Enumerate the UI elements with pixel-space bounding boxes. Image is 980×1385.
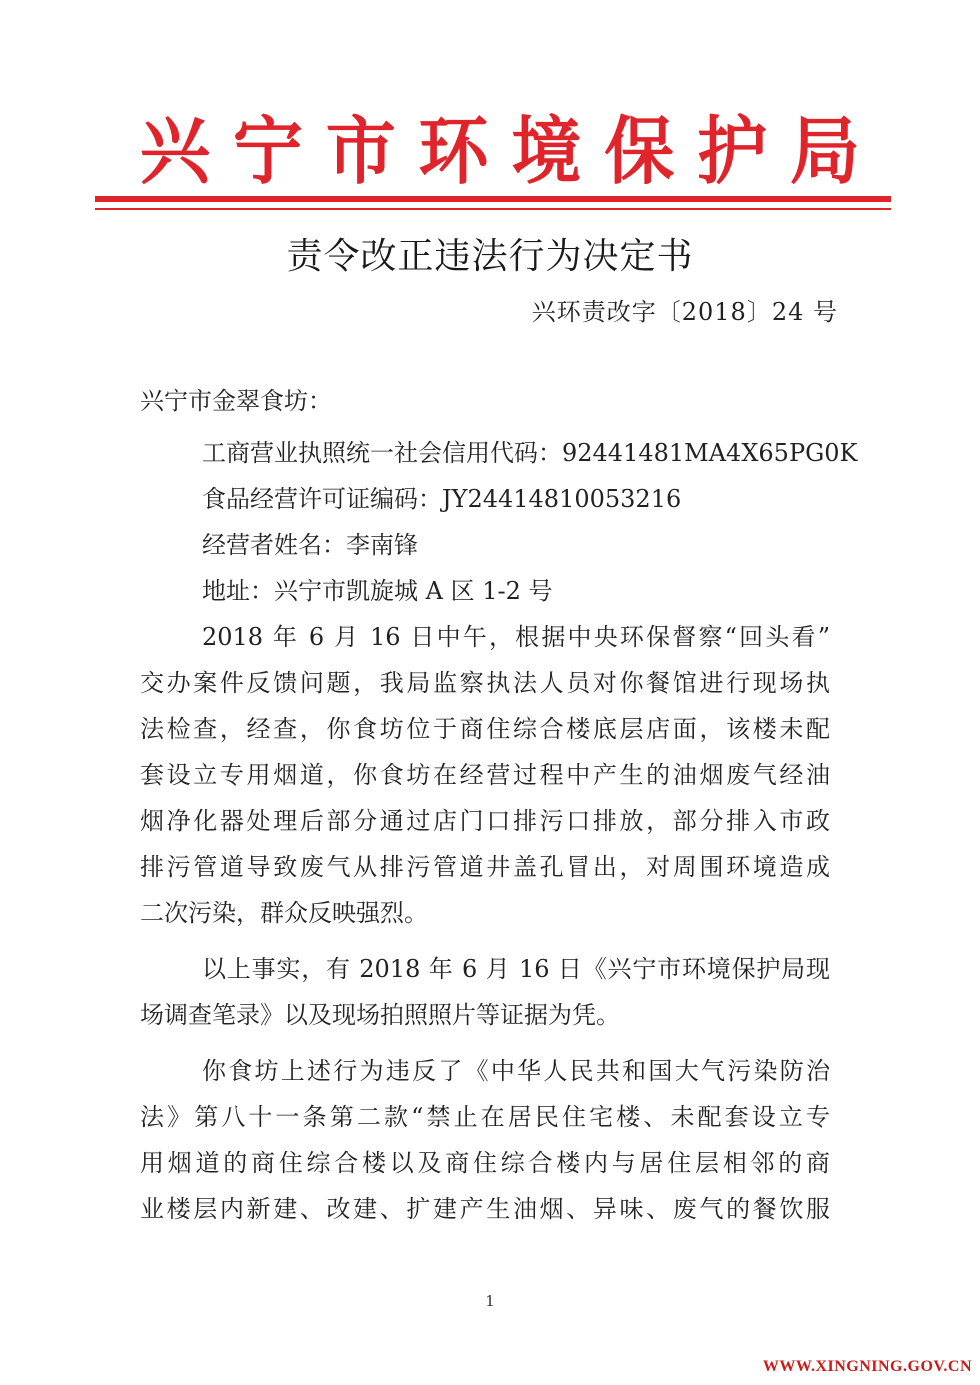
credit-code-line: 工商营业执照统一社会信用代码：92441481MA4X65PG0K [202,439,858,467]
paragraph-facts [140,614,830,936]
paragraph-line: 2018 年 6 月 16 日中午，根据中央环保督察“回头看” [202,623,830,651]
letterhead-char: 宁 [232,106,303,194]
paragraph-line: 以上事实，有 2018 年 6 月 16 日《兴宁市环境保护局现 [202,955,830,983]
document-body [140,378,858,1232]
letterhead-char: 局 [789,106,860,194]
letterhead-char: 护 [697,106,768,194]
paragraph-line: 法检查，经查，你食坊位于商住综合楼底层店面，该楼未配 [140,715,830,743]
operator-line: 经营者姓名：李南锋 [202,531,418,559]
paragraph-evidence [140,946,830,1038]
document-title: 责令改正违法行为决定书 [286,236,694,277]
website-watermark: WWW.XINGNING.GOV.CN [762,1358,972,1375]
paragraph-line: 排污管道导致废气从排污管道井盖孔冒出，对周围环境造成 [140,853,830,881]
letterhead-char: 兴 [140,106,210,194]
letterhead-rule-thick [95,196,891,202]
paragraph-line: 业楼层内新建、改建、扩建产生油烟、异味、废气的餐饮服 [140,1195,830,1223]
paragraph-line: 交办案件反馈问题，我局监察执法人员对你餐馆进行现场执 [140,669,830,697]
page-number: 1 [485,1292,495,1310]
letterhead-rule-thin [95,208,891,210]
paragraph-line: 套设立专用烟道，你食坊在经营过程中产生的油烟废气经油 [140,761,830,789]
paragraph-line: 用烟道的商住综合楼以及商住综合楼内与居住层相邻的商 [140,1149,830,1177]
paragraph-line: 烟净化器处理后部分通过店门口排污口排放，部分排入市政 [140,807,830,835]
letterhead-char: 市 [325,106,396,194]
paragraph-line: 二次污染，群众反映强烈。 [140,899,428,927]
paragraph-violation [140,1048,830,1232]
document-number: 兴环责改字〔2018〕24 号 [531,298,838,326]
paragraph-line: 你食坊上述行为违反了《中华人民共和国大气污染防治 [202,1057,830,1085]
letterhead-char: 环 [418,106,489,194]
food-license-line: 食品经营许可证编码：JY24414810053216 [202,485,682,513]
letterhead-title [140,100,860,194]
paragraph-line: 场调查笔录》以及现场拍照照片等证据为凭。 [140,1001,620,1029]
paragraph-line: 法》第八十一条第二款“禁止在居民住宅楼、未配套设立专 [140,1103,830,1131]
letterhead-char: 境 [511,106,582,194]
letterhead-char: 保 [604,106,675,194]
recipient-line: 兴宁市金翠食坊： [140,387,332,415]
address-line: 地址：兴宁市凯旋城 A 区 1-2 号 [202,577,553,605]
